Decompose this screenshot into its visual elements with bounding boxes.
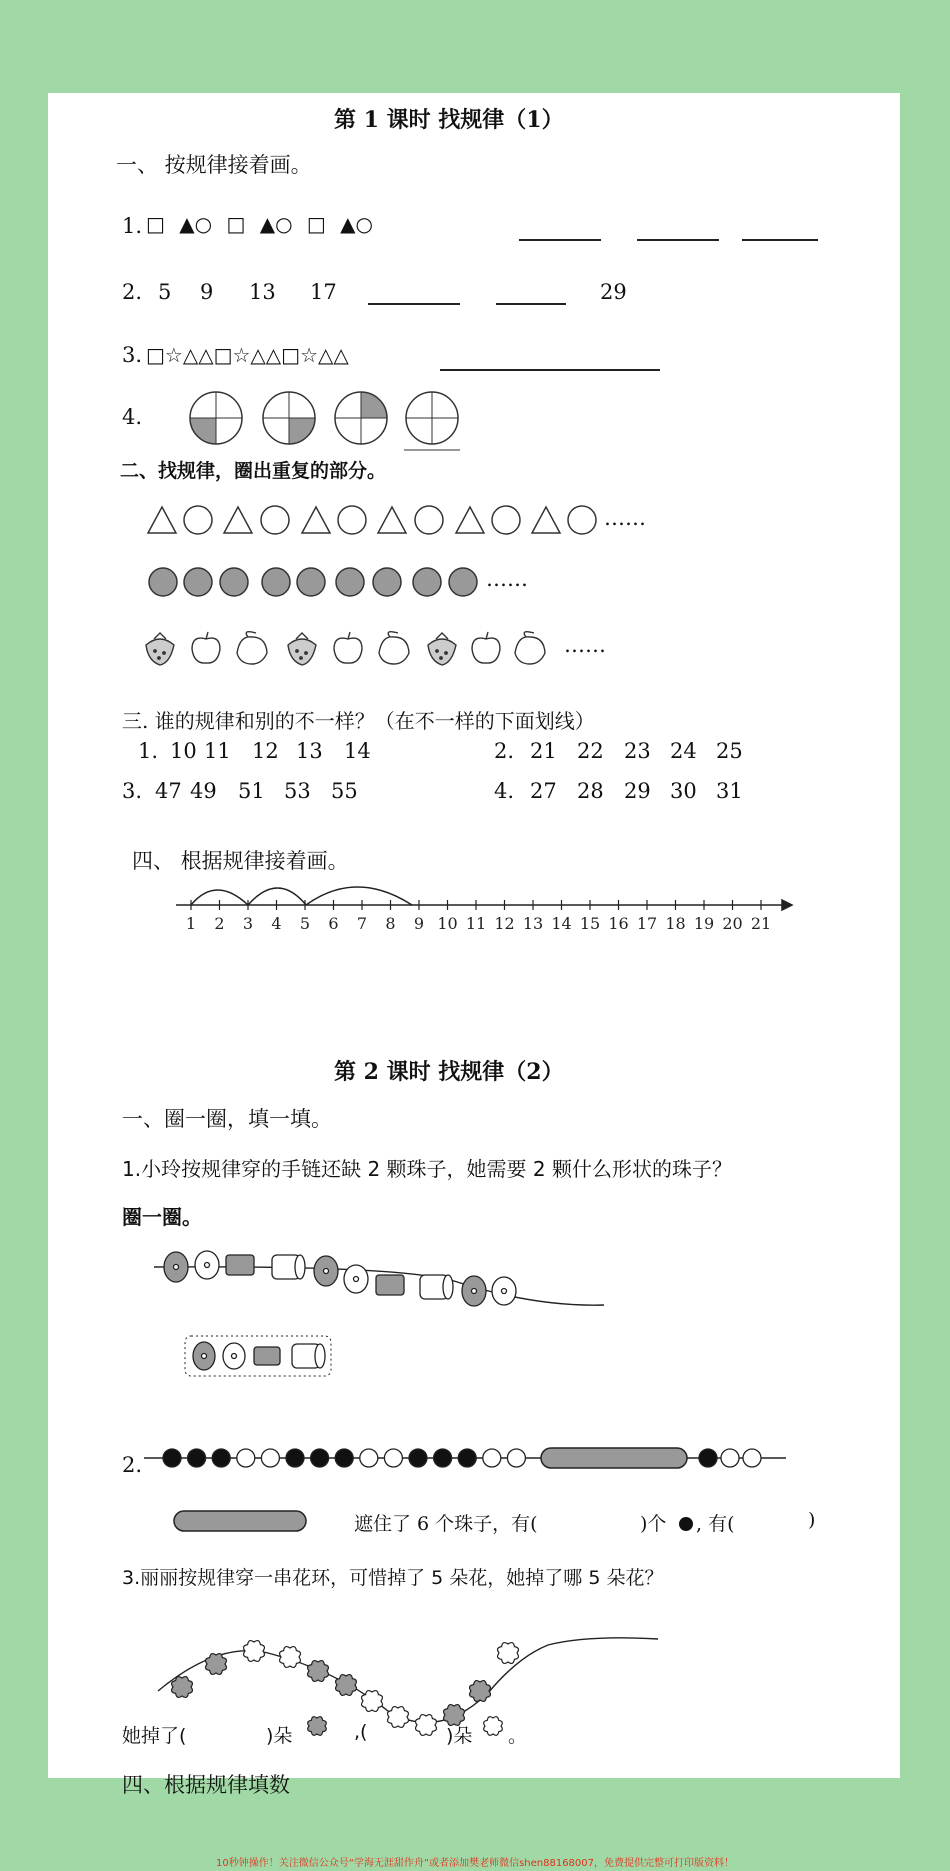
- gray-circle-row: [146, 565, 536, 601]
- row3-ellipsis: ……: [564, 633, 606, 657]
- circle-3: [335, 392, 387, 444]
- tick-label: 10: [437, 914, 458, 933]
- gray-flower: [172, 1677, 193, 1698]
- bead-choices[interactable]: [184, 1335, 334, 1379]
- tick-label: 1: [185, 914, 197, 933]
- white-flower: [244, 1641, 265, 1662]
- row-value: 14: [344, 739, 371, 763]
- strawberry-icon: [146, 633, 174, 665]
- row-number: 3.: [122, 779, 143, 803]
- bead: [335, 1449, 353, 1467]
- gray-flower: [308, 1661, 329, 1682]
- bead: [360, 1449, 378, 1467]
- circle-1: [190, 392, 242, 444]
- l2-q1-line2: 圈一圈。: [122, 1205, 202, 1229]
- gray-flower: [206, 1654, 227, 1675]
- q2-text-c: , 有(: [696, 1513, 735, 1535]
- q3-shape-sequence: □☆△△□☆△△□☆△△: [146, 343, 349, 367]
- q2-value: 13: [249, 280, 276, 304]
- q2-blank-2[interactable]: [496, 303, 566, 305]
- black-white-bead-string: [144, 1443, 794, 1473]
- tick-label: 13: [522, 914, 544, 933]
- row-value: 28: [577, 779, 604, 803]
- row-number: 1.: [138, 739, 159, 763]
- q3-answer-c: ,(: [354, 1721, 368, 1743]
- row-value: 31: [716, 779, 743, 803]
- apple-icon: [472, 632, 500, 663]
- q2-blank-1[interactable]: [368, 303, 460, 305]
- footer-notice: 10秒钟操作！关注微信公众号“学海无涯甜作舟”或者添加樊老师微信shen88168007，免费提供完整可打印版资料！: [215, 1858, 735, 1869]
- row-value: 25: [716, 739, 743, 763]
- q2-value: 9: [200, 280, 214, 304]
- bead: [286, 1449, 304, 1467]
- apple-icon: [334, 632, 362, 663]
- white-flower: [498, 1643, 519, 1664]
- q3-blank[interactable]: [440, 369, 660, 371]
- strawberry-icon: [288, 633, 316, 665]
- white-flower-icon: [478, 1711, 508, 1741]
- fruit-row: [140, 629, 620, 669]
- l2-sec1-heading: 一、圈一圈，填一填。: [122, 1107, 332, 1131]
- number-line: [176, 883, 836, 933]
- row-value: 21: [530, 739, 557, 763]
- tick-label: 19: [693, 914, 715, 933]
- row-value: 24: [670, 739, 697, 763]
- jump-arc-3: [306, 887, 412, 905]
- bead: [507, 1449, 525, 1467]
- l2-q1-line1: 1.小玲按规律穿的手链还缺 2 颗珠子，她需要 2 颗什么形状的珠子？: [122, 1157, 732, 1181]
- row-value: 47: [155, 779, 182, 803]
- q3-answer-a: 她掉了(: [122, 1725, 187, 1747]
- q3-answer-b: )朵: [266, 1725, 293, 1747]
- l2-q2-number: 2.: [122, 1453, 143, 1477]
- row-value: 51: [238, 779, 265, 803]
- peach-icon: [515, 632, 545, 664]
- row-value: 53: [284, 779, 311, 803]
- l1-sec2-heading: 二、找规律，圈出重复的部分。: [120, 460, 387, 482]
- q1-number: 1.: [122, 214, 143, 238]
- q2-last-value: 29: [600, 280, 627, 304]
- q2-text-d: ): [808, 1509, 816, 1531]
- bead: [721, 1449, 739, 1467]
- q3-number: 3.: [122, 343, 143, 367]
- peach-icon: [237, 632, 267, 664]
- tick-label: 3: [242, 914, 254, 933]
- bead: [212, 1449, 230, 1467]
- q1-blank-3[interactable]: [742, 239, 818, 241]
- gray-flower-icon: [302, 1711, 332, 1741]
- white-flower: [280, 1647, 301, 1668]
- tick-label: 16: [608, 914, 629, 933]
- tick-label: 20: [722, 914, 743, 933]
- q4-number: 4.: [122, 405, 143, 429]
- apple-icon: [192, 632, 220, 663]
- cover-bar-legend: [172, 1509, 312, 1533]
- row-value: 30: [670, 779, 697, 803]
- tick-label: 2: [214, 914, 225, 933]
- tick-label: 7: [356, 914, 368, 933]
- bead: [311, 1449, 329, 1467]
- tick-label: 15: [579, 914, 601, 933]
- gray-flower: [470, 1681, 491, 1702]
- q2-number: 2.: [122, 280, 143, 304]
- tick-label: 17: [636, 914, 658, 933]
- tick-label: 8: [385, 914, 396, 933]
- bead: [163, 1449, 181, 1467]
- gray-flower: [336, 1675, 357, 1696]
- lesson1-title: 第 1 课时 找规律（1）: [334, 107, 564, 133]
- row-value: 27: [530, 779, 557, 803]
- row-number: 2.: [494, 739, 515, 763]
- circle-4-blank: [404, 392, 460, 450]
- row2-ellipsis: ……: [486, 567, 528, 591]
- q2-text-a: 遮住了 6 个珠子，有(: [354, 1513, 538, 1535]
- q2-value: 5: [158, 280, 172, 304]
- white-flower: [388, 1707, 409, 1728]
- row-number: 4.: [494, 779, 515, 803]
- strawberry-icon: [428, 633, 456, 665]
- q1-shape-sequence: □ ▲○ □ ▲○ □ ▲○: [146, 212, 373, 236]
- bead: [188, 1449, 206, 1467]
- row-value: 11: [204, 739, 231, 763]
- black-bead-icon: [678, 1516, 694, 1532]
- q1-blank-1[interactable]: [519, 239, 601, 241]
- l2-q3-text: 3.丽丽按规律穿一串花环，可惜掉了 5 朵花，她掉了哪 5 朵花？: [122, 1567, 664, 1589]
- l1-sec1-heading: 一、 按规律接着画。: [116, 153, 312, 177]
- row-value: 49: [190, 779, 217, 803]
- bead: [743, 1449, 761, 1467]
- row-value: 29: [624, 779, 651, 803]
- worksheet-page: [48, 93, 900, 1797]
- row-value: 12: [252, 739, 279, 763]
- q2-text-b: )个: [640, 1513, 667, 1535]
- peach-icon: [379, 632, 409, 664]
- row-value: 13: [296, 739, 323, 763]
- q3-answer-e: 。: [508, 1725, 528, 1747]
- bead: [384, 1449, 402, 1467]
- triangle-circle-row: [146, 503, 606, 539]
- bead: [237, 1449, 255, 1467]
- tick-label: 12: [494, 914, 515, 933]
- fraction-circles: [188, 388, 448, 452]
- bead: [409, 1449, 427, 1467]
- bead: [699, 1449, 717, 1467]
- tick-label: 14: [551, 914, 572, 933]
- cover-bar: [541, 1448, 687, 1468]
- circle-2: [263, 392, 315, 444]
- tick-label: 4: [271, 914, 282, 933]
- l1-sec4-heading: 四、 根据规律接着画。: [132, 849, 349, 873]
- l1-sec3-heading: 三. 谁的规律和别的不一样？（在不一样的下面划线）: [122, 709, 595, 733]
- q1-blank-2[interactable]: [637, 239, 719, 241]
- lesson2-title: 第 2 课时 找规律（2）: [334, 1059, 564, 1085]
- row-value: 55: [331, 779, 358, 803]
- tick-label: 11: [465, 914, 487, 933]
- tick-label: 6: [328, 914, 339, 933]
- tick-label: 5: [299, 914, 311, 933]
- tick-label: 18: [665, 914, 686, 933]
- bead: [483, 1449, 501, 1467]
- row1-ellipsis: ……: [604, 506, 646, 530]
- row-value: 22: [577, 739, 604, 763]
- tick-label: 9: [413, 914, 425, 933]
- white-flower: [416, 1715, 437, 1736]
- row-value: 10: [170, 739, 197, 763]
- tick-label: 21: [750, 914, 772, 933]
- cut-off-heading: 四、根据规律填数: [122, 1773, 290, 1797]
- bead-bracelet: [154, 1245, 664, 1315]
- row-value: 23: [624, 739, 651, 763]
- bead: [261, 1449, 279, 1467]
- q2-value: 17: [310, 280, 337, 304]
- bead: [458, 1449, 476, 1467]
- bead: [434, 1449, 452, 1467]
- flower-garland: [158, 1601, 668, 1741]
- q3-answer-d: )朵: [446, 1725, 473, 1747]
